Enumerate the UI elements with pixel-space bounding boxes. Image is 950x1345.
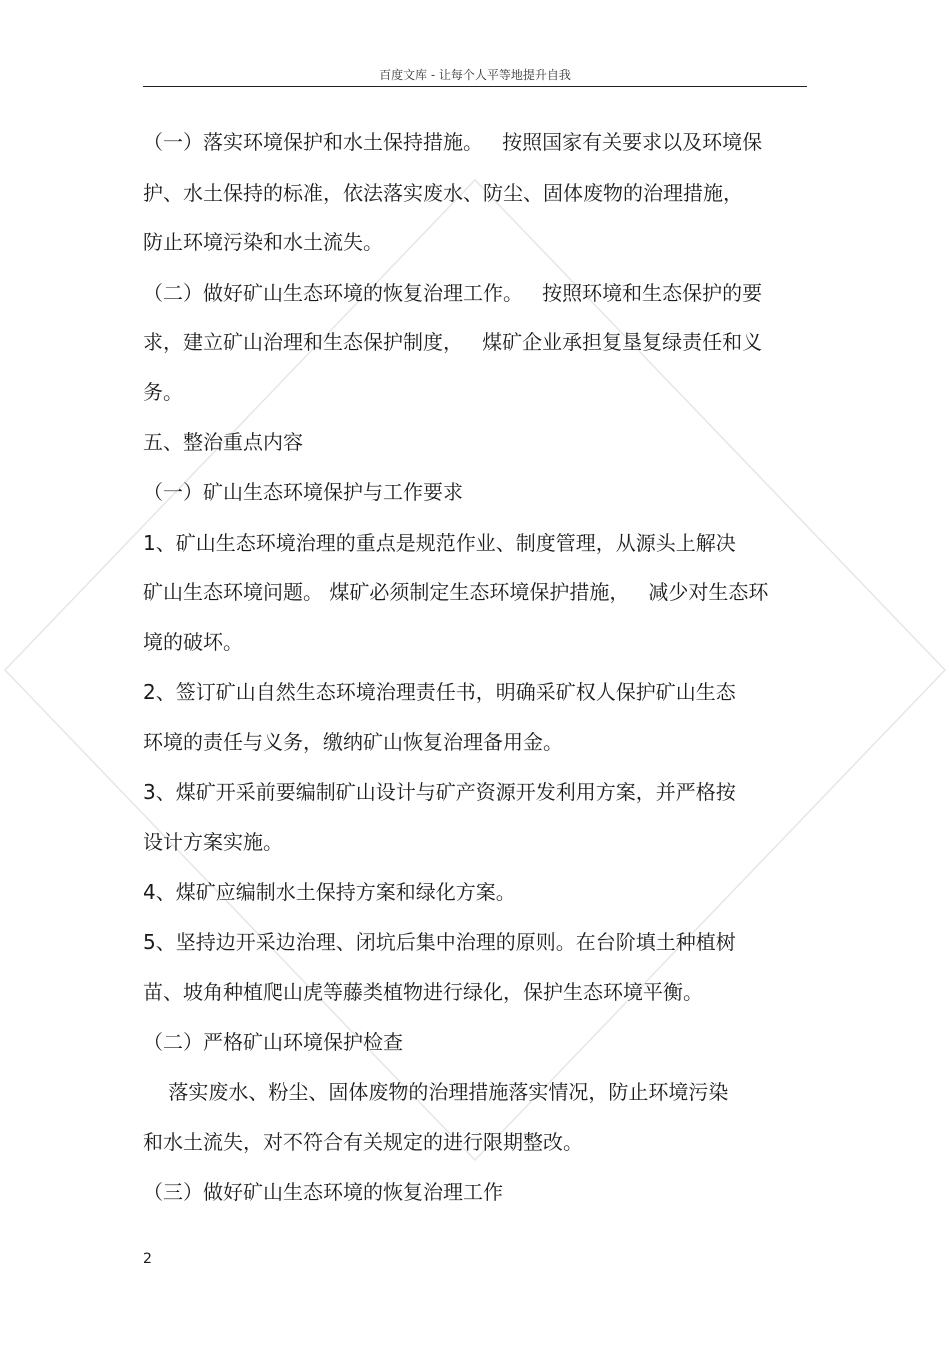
page-header: 百度文库 - 让每个人平等地提升自我 [379,68,571,82]
text-line: 1、矿山生态环境治理的重点是规范作业、制度管理，从源头上解决 [143,531,736,555]
text-line: 护、水土保持的标准，依法落实废水、防尘、固体废物的治理措施， [143,181,743,205]
subsection-heading: （一）矿山生态环境保护与工作要求 [143,480,463,504]
page-number: 2 [143,1251,152,1267]
text-line: （一）落实环境保护和水土保持措施。 按照国家有关要求以及环境保 [143,130,763,154]
text-line: 5、坚持边开采边治理、闭坑后集中治理的原则。在台阶填土种植树 [143,930,736,954]
text-line: 务。 [143,380,183,404]
text-line: 苗、坡角种植爬山虎等藤类植物进行绿化，保护生态环境平衡。 [143,980,703,1004]
subsection-heading: （三）做好矿山生态环境的恢复治理工作 [143,1180,503,1204]
text-line: 环境的责任与义务，缴纳矿山恢复治理备用金。 [143,730,563,754]
text-line: 和水土流失，对不符合有关规定的进行限期整改。 [143,1130,583,1154]
text-line: 防止环境污染和水土流失。 [143,230,383,254]
text-line: 求，建立矿山治理和生态保护制度， 煤矿企业承担复垦复绿责任和义 [143,330,763,354]
text-line: （二）做好矿山生态环境的恢复治理工作。 按照环境和生态保护的要 [143,281,763,305]
header-divider [143,86,807,87]
text-line: 矿山生态环境问题。 煤矿必须制定生态环境保护措施， 减少对生态环 [143,580,769,604]
text-line: 4、煤矿应编制水土保持方案和绿化方案。 [143,880,516,904]
text-line: 2、签订矿山自然生态环境治理责任书，明确采矿权人保护矿山生态 [143,680,736,704]
text-line: 境的破坏。 [143,630,243,654]
text-line: 3、煤矿开采前要编制矿山设计与矿产资源开发利用方案，并严格按 [143,780,736,804]
section-heading: 五、整治重点内容 [143,430,303,454]
subsection-heading: （二）严格矿山环境保护检查 [143,1030,403,1054]
text-line: 落实废水、粉尘、固体废物的治理措施落实情况，防止环境污染 [143,1080,729,1104]
text-line: 设计方案实施。 [143,830,283,854]
